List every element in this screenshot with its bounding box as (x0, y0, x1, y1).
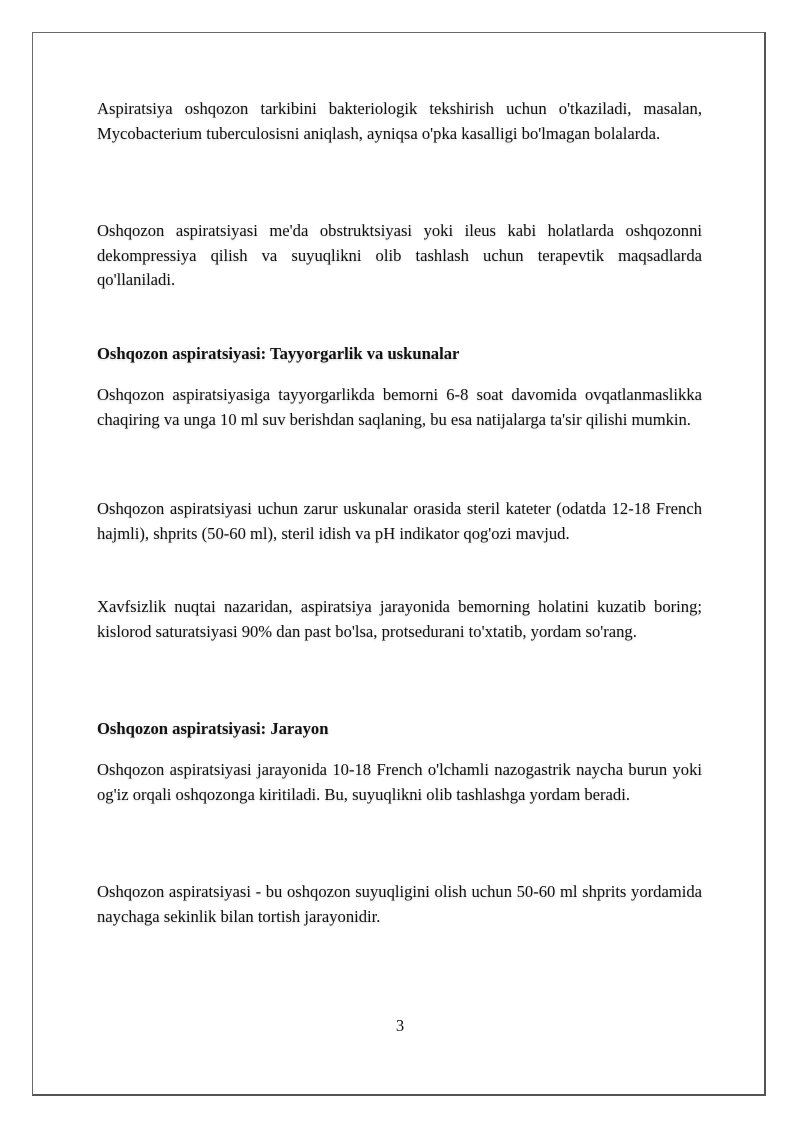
intro-paragraph-1: Aspiratsiya oshqozon tarkibini bakteriologik tekshirish uchun o'tkaziladi, masalan, Mycobacterium tuberculosisni aniqlash, ayniqsa o'pka kasalligi bo'lmagan bolalarda. (97, 99, 702, 143)
preparation-paragraph-2: Oshqozon aspiratsiyasi uchun zarur uskunalar orasida steril kateter (odatda 12-18 French hajmli), shprits (50-60 ml), steril idish va pH indikator qog'ozi mavjud. (97, 499, 702, 543)
procedure-paragraph-2: Oshqozon aspiratsiyasi - bu oshqozon suyuqligini olish uchun 50-60 ml shprits yordamida naychaga sekinlik bilan tortish jarayonidir. (97, 882, 702, 926)
page-number: 3 (395, 1016, 405, 1035)
intro-paragraph-2: Oshqozon aspiratsiyasi me'da obstruktsiyasi yoki ileus kabi holatlarda oshqozonni dekompressiya qilish va suyuqlikni olib tashlash uchun terapevtik maqsadlarda qo'llaniladi. (97, 221, 702, 289)
section-heading-procedure: Oshqozon aspiratsiyasi: Jarayon (97, 719, 329, 738)
preparation-paragraph-1: Oshqozon aspiratsiyasiga tayyorgarlikda bemorni 6-8 soat davomida ovqatlanmaslikka chaqiring va unga 10 ml suv berishdan saqlaning, bu esa natijalarga ta'sir qilishi mumkin. (97, 385, 702, 429)
procedure-paragraph-1: Oshqozon aspiratsiyasi jarayonida 10-18 French o'lchamli nazogastrik naycha burun yoki og'iz orqali oshqozonga kiritiladi. Bu, suyuqlikni olib tashlashga yordam beradi. (97, 760, 702, 804)
preparation-paragraph-3: Xavfsizlik nuqtai nazaridan, aspiratsiya jarayonida bemorning holatini kuzatib boring; kislorod saturatsiyasi 90% dan past bo'lsa, protsedurani to'xtatib, yordam so'rang. (97, 597, 702, 641)
section-heading-preparation: Oshqozon aspiratsiyasi: Tayyorgarlik va uskunalar (97, 344, 460, 363)
page-border (32, 32, 766, 1096)
